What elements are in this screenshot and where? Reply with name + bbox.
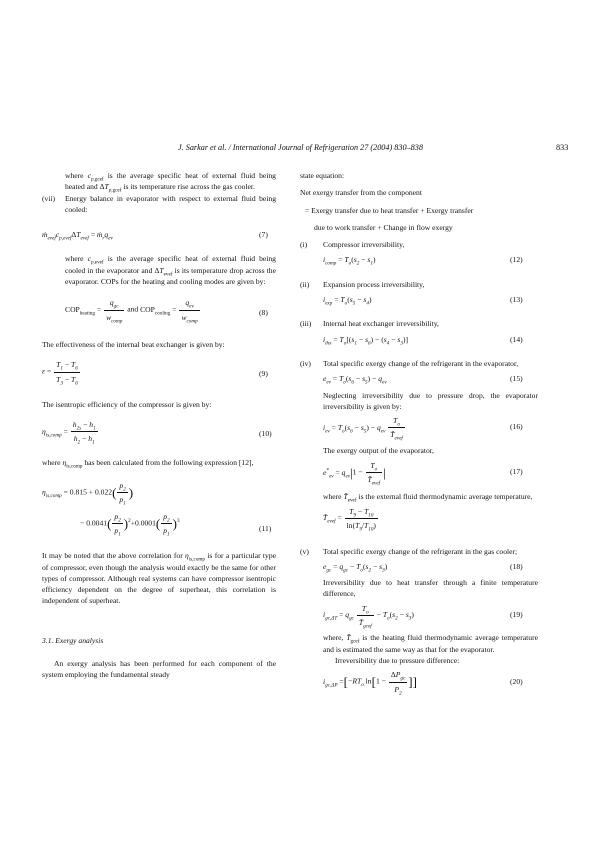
item-vii <box>42 193 276 216</box>
item-ii-text: Expansion process irreversibility, <box>323 279 425 289</box>
equation-14-number: (14) <box>510 334 523 344</box>
item-v-text: Total specific exergy change of the refrigerant in the gas cooler; <box>323 546 518 556</box>
equation-13: $i_{exp} = T_o(s_5 - s_4)$ (13) <box>300 294 538 305</box>
exergy-output-text: The exergy output of the evaporator, <box>323 445 434 455</box>
equation-7-number: (7) <box>259 230 268 240</box>
item-iv-text: Total specific exergy change of the refrigerant in the evaporator, <box>323 358 519 368</box>
correlation-text: where $\eta_{is,comp}$ has been calculated from the following expression [12], <box>42 457 254 470</box>
equation-19-number: (19) <box>510 609 523 619</box>
item-iii-label: (iii) <box>300 319 312 329</box>
equation-9: ε = $\frac{T_1 - T_6}{T_3 - T_6}$ (9) <box>42 359 276 385</box>
item-iii <box>300 318 538 329</box>
isentropic-text: The isentropic efficiency of the compressor is given by: <box>42 399 212 409</box>
item-iv-label: (iv) <box>300 358 311 368</box>
section-title: 3.1. Exergy analysis <box>42 635 104 645</box>
balance-line-1: = Exergy transfer due to heat transfer + Exergy transfer <box>305 205 474 215</box>
item-v-label: (v) <box>300 546 309 556</box>
correlation-note: It may be noted that the above correlation for $\eta_{is,comp}$ is for a particular type of compressor, even though the analysis would exactly be the same for other types of compressor. Although real systems can have compressor isentropic efficiency dependent on the degree of superheat, this correlation is independent of superheat. <box>42 551 276 606</box>
equation-7: $ṁ_{evef}c_{p,evef}\Delta T_{evef}$ = $ṁ_rq_{ev}$ (7) <box>42 229 276 240</box>
equation-8: $COP_{heating}$ = $q_{gc}$ $w_{comp}$ and $COP_{cooling}$ = $q_{ev}$ $w_{comp}$ (8) <box>42 297 276 323</box>
equation-15-number: (15) <box>510 374 523 384</box>
equation-10-number: (10) <box>259 429 272 439</box>
equation-12: $i_{comp} = T_o(s_2 - s_1)$ (12) <box>300 254 538 265</box>
equation-10: $\eta_{is,comp}$ = $\frac{h_{2s} - h_1}{h_2 - h_1}$ (10) <box>42 419 276 445</box>
equation-16-number: (16) <box>510 422 523 432</box>
neglect-text: Neglecting irreversibility due to pressure drop, the evaporator irreversibility is given by: <box>323 390 538 411</box>
evaporator-fluid-text: where $c_{p,evef}$ is the average specific heat of external fluid being cooled in the evaporator and $\Delta T_{evef}$ is its temperature drop across the evaporator. COPs for the heating and cooling modes are given by: <box>65 254 276 287</box>
equation-16: $i_{ev} = T_o(s_6 - s_5) - q_{ev}$ $T_o$ $T̄_{evef}$ (16) <box>300 415 538 441</box>
equation-20-number: (20) <box>510 677 523 687</box>
irreversibility-heat-text: Irreversibility due to heat transfer through a finite temperature difference, <box>323 578 538 599</box>
gas-cooler-continuation: where $c_{p,gcef}$ is the average specific heat of external fluid being heated and $\Delta T_{p,gcef}$ is its temperature rise across the gas cooler. <box>65 171 276 194</box>
item-iii-text: Internal heat exchanger irreversibility, <box>323 319 439 329</box>
equation-11: $\eta_{is,comp} = 0.815 + 0.022$( $\frac{p_2}{p_1}$ ) − 0.0041( $\frac{p_2}{p_1}$ )$^2$+0.0001( $\frac{p_2}{p_1}$ )$^3$ (11) <box>42 480 276 536</box>
item-i <box>300 239 538 250</box>
equation-17-number: (17) <box>510 467 523 477</box>
item-ii <box>300 279 538 290</box>
equation-8-number: (8) <box>259 308 268 318</box>
section-text: An exergy analysis has been performed for each component of the system employing the fundamental steady <box>42 659 276 680</box>
item-i-label: (i) <box>300 240 308 250</box>
item-iv <box>300 358 538 369</box>
item-vii-label: (vii) <box>42 193 56 203</box>
where-gcef-text: where, $T̄_{gcef}$ is the heating fluid thermodynamic average temperature and is estimated the same way as that for the evaporator. <box>323 633 538 654</box>
equation-average-temperature: $T̄_{evef}$ = $\frac{T_9 - T_{10}}{\ln(T_9/T_{10})}$ <box>323 506 376 533</box>
item-vii-text: Energy balance in evaporator with respect to external fluid being cooled: <box>65 193 276 214</box>
right-column <box>300 170 538 695</box>
left-column <box>42 170 276 681</box>
running-head: J. Sarkar et al. / International Journal of Refrigeration 27 (2004) 830–838 <box>178 143 423 152</box>
equation-18: $e_{gc} = q_{gc} - T_o(s_2 - s_3)$ (18) <box>300 561 538 572</box>
equation-13-number: (13) <box>510 295 523 305</box>
where-evef-text: where $T̄_{evef}$ is the external fluid thermodynamic average temperature, <box>323 491 533 504</box>
equation-11-number: (11) <box>259 524 272 534</box>
page-number: 833 <box>556 143 569 152</box>
irreversibility-pressure-text: Irreversibility due to pressure difference: <box>335 655 460 665</box>
state-equation: state equation: <box>300 171 345 180</box>
equation-12-number: (12) <box>510 255 523 265</box>
net-exergy: Net exergy transfer from the component <box>300 188 422 198</box>
item-i-text: Compressor irreversibility, <box>323 240 405 250</box>
equation-18-number: (18) <box>510 561 523 571</box>
equation-17: $e^*_{ev} = q_{ev}|1$ − $T_o$ $T̄_{evef}$ | (17) <box>300 460 538 486</box>
balance-line-2: due to work transfer + Change in flow exergy <box>314 222 453 232</box>
equation-14: $i_{ihx} = T_o[(s_1 - s_6) - (s_4 - s_3)]$ (14) <box>300 334 538 345</box>
equation-8-and: and <box>127 304 139 314</box>
equation-20: $i_{gc,\Delta P} =[-RT_o$ ln[1 − $\Delta P_{gc}$ $P_2$ ]] (20) <box>300 669 538 695</box>
effectiveness-text: The effectiveness of the internal beat exchanger is given by: <box>42 339 225 349</box>
equation-9-number: (9) <box>259 369 268 379</box>
item-v <box>300 546 538 557</box>
item-ii-label: (ii) <box>300 279 310 289</box>
equation-19: $i_{gc,\Delta T} = q_{gc}$ $T_o$ $T̄_{gcef}$ − $T_o(s_2 - s_3)$ (19) <box>300 603 538 629</box>
equation-15: $e_{ev} = T_o(s_6 - s_5) - q_{ev}$ (15) <box>300 373 538 384</box>
